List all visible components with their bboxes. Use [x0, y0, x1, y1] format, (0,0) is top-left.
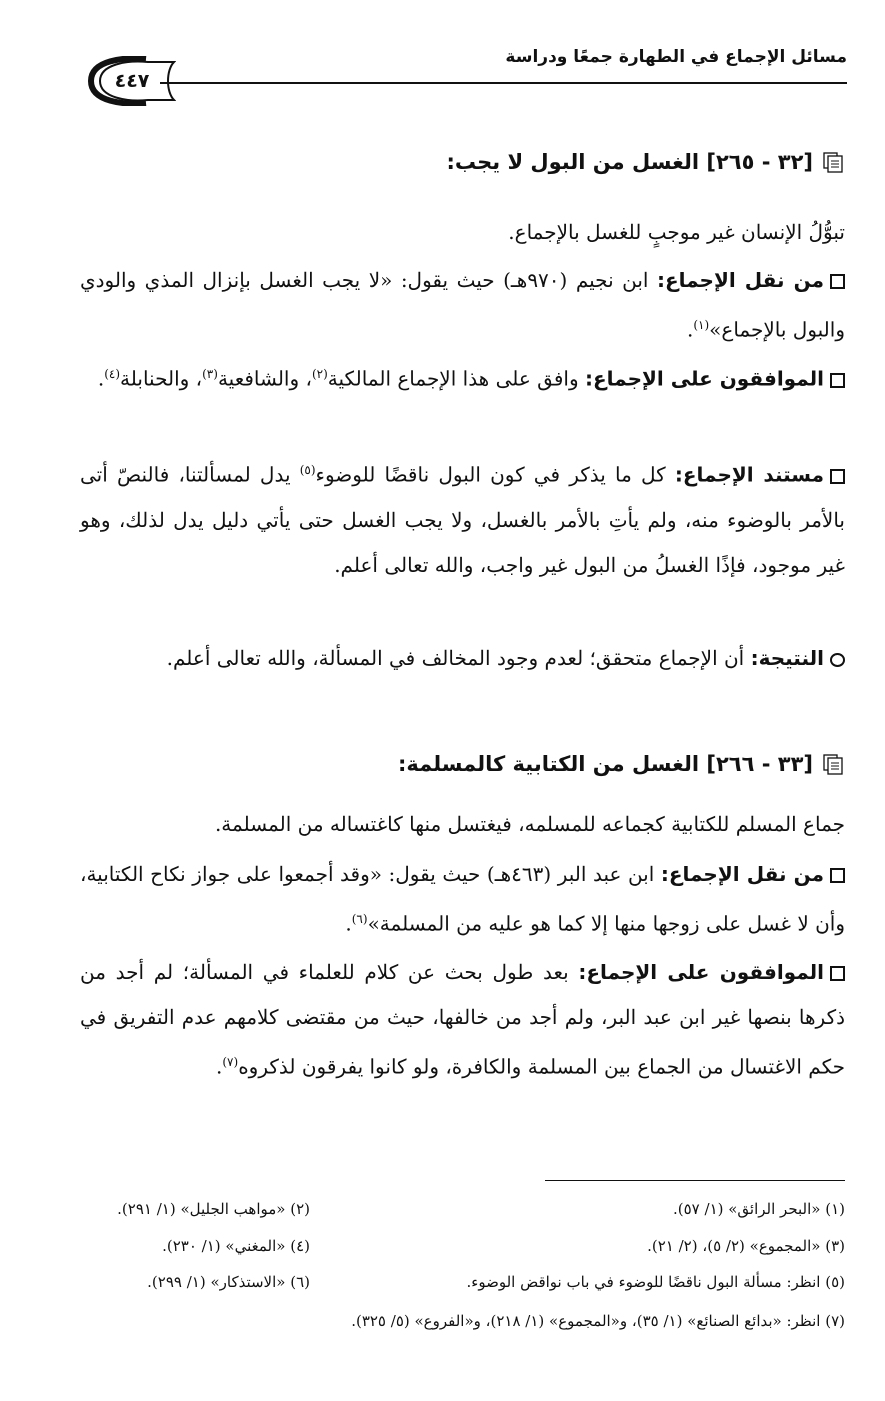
natija-text: أن الإجماع متحقق؛ لعدم وجود المخالف في المسألة، والله تعالى أعلم.: [166, 646, 745, 670]
section-heading-text-2: [٣٣ - ٢٦٦] الغسل من الكتابية كالمسلمة:: [398, 752, 813, 776]
section-heading-text-1: [٣٢ - ٢٦٥] الغسل من البول لا يجب:: [446, 150, 813, 174]
square-bullet-icon: [830, 274, 845, 289]
muwafiqun-text: بعد طول بحث عن كلام للعلماء في المسألة؛ لم أجد من ذكرها بنصها غير ابن عبد البر، ولم أجد من خالفها، حيث من مقتضى كلامهم عدم التفريق في حكم الاغتسال من الجماع بين المسلمة والكافرة، ولو كانوا يفرقون لذكروه: [80, 960, 845, 1079]
muwafiqun-label: الموافقون على الإجماع:: [585, 366, 824, 391]
footnote-ref: (٤): [104, 367, 121, 381]
section2-naql-paragraph: من نقل الإجماع: ابن عبد البر (٤٦٣هـ) حيث يقول: «وقد أجمعوا على جواز نكاح الكتابية، وأن لا غسل على زوجها منها إلا كما هو عليه من المسلمة»$^{(٦)}$.: [80, 862, 845, 936]
mustanad-text-b: يدل لمسألتنا، فالنصّ أتى بالأمر بالوضوء منه، ولم يأتِ بالأمر بالغسل، ولا يجب الغسل حتى يأتي دليل يدل لذلك، وهو غير موجود، فإذًا الغسلُ من البول غير واجب، والله تعالى أعلم.: [80, 462, 845, 577]
natija-label: النتيجة:: [750, 646, 824, 670]
footnote-3: (٣) «المجموع» (٢/ ٥)، (٢/ ٢١).: [647, 1237, 845, 1255]
section1-naql-paragraph: من نقل الإجماع: ابن نجيم (٩٧٠هـ) حيث يقول: «لا يجب الغسل بإنزال المذي والودي والبول بالإجماع»$^{(١)}$.: [80, 268, 845, 342]
section2-intro: جماع المسلم للكتابية كجماعه للمسلمه، فيغتسل منها كاغتساله من المسلمة.: [214, 812, 845, 836]
copy-pages-icon: [823, 754, 845, 776]
section1-natija-paragraph: [80, 636, 845, 681]
footnote-rule: [545, 1180, 845, 1181]
copy-pages-icon: [823, 152, 845, 174]
muwafiqun-text-b: ، والشافعية: [217, 366, 312, 391]
mustanad-label: مستند الإجماع:: [674, 462, 825, 487]
footnote-4: (٤) «المغني» (١/ ٢٣٠).: [162, 1237, 310, 1255]
mustanad-text-a: كل ما يذكر في كون البول ناقضًا للوضوء: [315, 462, 666, 487]
footnote-ref: (٥): [299, 463, 316, 477]
footnote-ref: (٦): [351, 912, 368, 926]
section-heading-1: [447, 150, 845, 174]
footnote-ref: (١): [693, 318, 710, 332]
naql-text: ابن عبد البر (٤٦٣هـ) حيث يقول: «وقد أجمعوا على جواز نكاح الكتابية، وأن لا غسل على زوجها منها إلا كما هو عليه من المسلمة»: [80, 862, 845, 936]
square-bullet-icon: [830, 373, 845, 388]
naql-text: ابن نجيم (٩٧٠هـ) حيث يقول: «لا يجب الغسل بإنزال المذي والودي والبول بالإجماع»: [80, 268, 845, 342]
section2-muwafiqun-paragraph: الموافقون على الإجماع: بعد طول بحث عن كلام للعلماء في المسألة؛ لم أجد من ذكرها بنصها غير ابن عبد البر، ولم أجد من خالفها، حيث من مقتضى كلامهم عدم التفريق في حكم الاغتسال من الجماع بين المسلمة والكافرة، ولو كانوا يفرقون لذكروه$^{(٧)}$.: [80, 960, 845, 1079]
footnote-2: (٢) «مواهب الجليل» (١/ ٢٩١).: [117, 1200, 310, 1218]
footnote-7: (٧) انظر: «بدائع الصنائع» (١/ ٣٥)، و«المجموع» (١/ ٢١٨)، و«الفروع» (٥/ ٣٢٥).: [351, 1312, 845, 1330]
square-bullet-icon: [830, 966, 845, 981]
header-rule: [160, 82, 847, 84]
muwafiqun-text-a: وافق على هذا الإجماع المالكية: [327, 366, 579, 391]
section-heading-2: [398, 752, 845, 776]
page-number: ٤٤٧: [114, 70, 150, 92]
running-title: مسائل الإجماع في الطهارة جمعًا ودراسة: [505, 47, 847, 67]
naql-label: من نقل الإجماع:: [660, 862, 824, 886]
footnote-1: (١) «البحر الرائق» (١/ ٥٧).: [672, 1200, 845, 1218]
footnote-6: (٦) «الاستذكار» (١/ ٢٩٩).: [147, 1273, 310, 1291]
muwafiqun-label: الموافقون على الإجماع:: [578, 960, 824, 984]
muwafiqun-text-c: ، والحنابلة: [120, 366, 203, 391]
footnote-ref: (٧): [222, 1055, 239, 1069]
footnote-5: (٥) انظر: مسألة البول ناقضًا للوضوء في باب نواقض الوضوء.: [466, 1273, 845, 1291]
footnote-ref: (٢): [311, 367, 328, 381]
section1-muwafiqun-paragraph: الموافقون على الإجماع: وافق على هذا الإجماع المالكية$^{(٢)}$، والشافعية$^{(٣)}$، والحنابلة$^{(٤)}$.: [80, 352, 845, 402]
square-bullet-icon: [830, 469, 845, 484]
square-bullet-icon: [830, 868, 845, 883]
naql-label: من نقل الإجماع:: [656, 268, 825, 292]
section1-intro: تبوُّلُ الإنسان غير موجبٍ للغسل بالإجماع.: [508, 220, 845, 244]
circle-bullet-icon: [830, 653, 845, 667]
section1-mustanad-paragraph: [80, 448, 845, 588]
footnote-ref: (٣): [202, 367, 218, 381]
